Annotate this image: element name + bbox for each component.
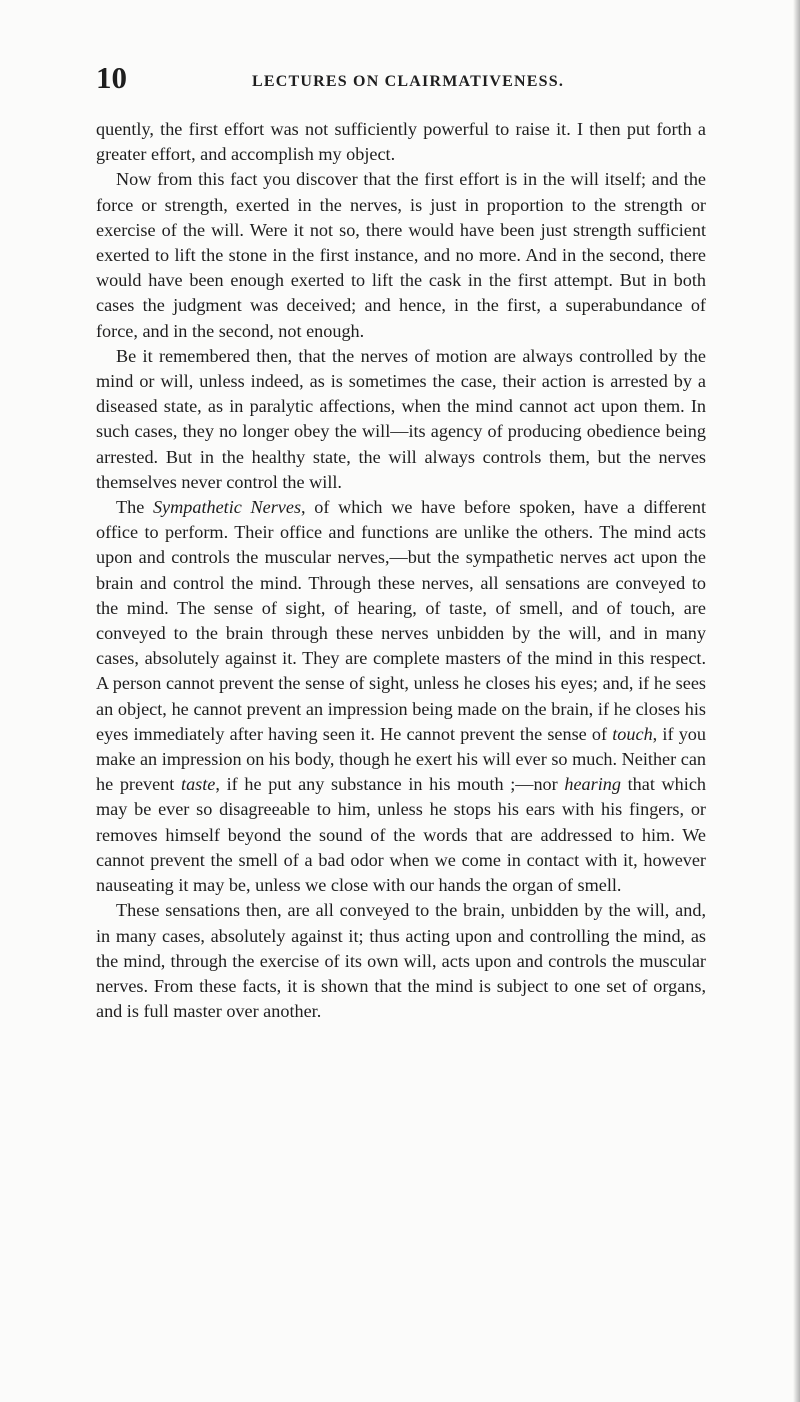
- italic-text: hearing: [564, 774, 621, 795]
- text-run: quently, the first effort was not sufficiently powerful to raise it. I then put forth a greater effort, and accomplish my object.: [96, 119, 706, 165]
- text-run: Now from this fact you discover that the first effort is in the will itself; and the force or strength, exerted in the nerves, is just in proportion to the strength or exercise of the will. Were it not so, there would have been just strength sufficient exerted to lift the stone in the first instance, and no more. And in the second, there would have been enough exerted to lift the cask in the first attempt. But in both cases the judgment was deceived; and hence, in the first, a superabundance of force, and in the second, not enough.: [96, 169, 706, 341]
- italic-text: touch: [612, 723, 653, 744]
- italic-text: Sympathetic Nerves: [152, 497, 302, 518]
- paragraph: [96, 344, 706, 495]
- text-run: , of which we have before spoken, have a different office to perform. Their office and functions are unlike the others. The mind acts upon and controls the muscular nerves,—but the sympathetic nerves act upon the brain and control the mind. Through these nerves, all sensations are conveyed to the mind. The sense of sight, of hearing, of taste, of smell, and of touch, are conveyed to the brain through these nerves unbidden by the will, and in many cases, absolutely against it. They are complete masters of the mind in this respect. A person cannot prevent the sense of sight, unless he closes his eyes; and, if he sees an object, he cannot prevent an impression being made on the brain, if he closes his eyes immediately after having seen it. He cannot prevent the sense of: [96, 497, 707, 744]
- page-edge-shadow: [793, 0, 800, 1402]
- paragraph: [96, 495, 706, 898]
- running-title: LECTURES ON CLAIRMATIVENESS.: [252, 73, 565, 90]
- text-run: that which may be ever so disagreeable to him, unless he stops his ears with his fingers, or removes himself beyond the sound of the words that are addressed to him. We cannot prevent the smell of a bad odor when we come in contact with it, however nauseating it may be, unless we close with our hands the organ of smell.: [96, 774, 706, 896]
- paragraph: [96, 167, 706, 343]
- text-run: The: [116, 497, 153, 518]
- text-run: These sensations then, are all conveyed to the brain, unbidden by the will, and, in many cases, absolutely against it; thus acting upon and controlling the mind, as the mind, through the exercise of its own will, acts upon and controls the muscular nerves. From these facts, it is shown that the mind is subject to one set of organs, and is full master over another.: [96, 900, 706, 1022]
- text-run: , if you make an impression on his body, though he exert his will ever so much. Neither can he prevent: [96, 723, 706, 795]
- page-number: 10: [96, 60, 127, 95]
- page-header: [96, 60, 696, 110]
- paragraph: [96, 898, 706, 1024]
- text-run: , if he put any substance in his mouth ;—nor: [215, 774, 565, 795]
- body-text: [96, 117, 706, 1024]
- text-run: Be it remembered then, that the nerves of motion are always controlled by the mind or will, unless indeed, as is sometimes the case, their action is arrested by a diseased state, as in paralytic affections, when the mind cannot act upon them. In such cases, they no longer obey the will—its agency of producing obedience being arrested. But in the healthy state, the will always controls them, but the nerves themselves never control the will.: [96, 345, 706, 492]
- paragraph: [96, 117, 706, 167]
- italic-text: taste: [181, 774, 216, 795]
